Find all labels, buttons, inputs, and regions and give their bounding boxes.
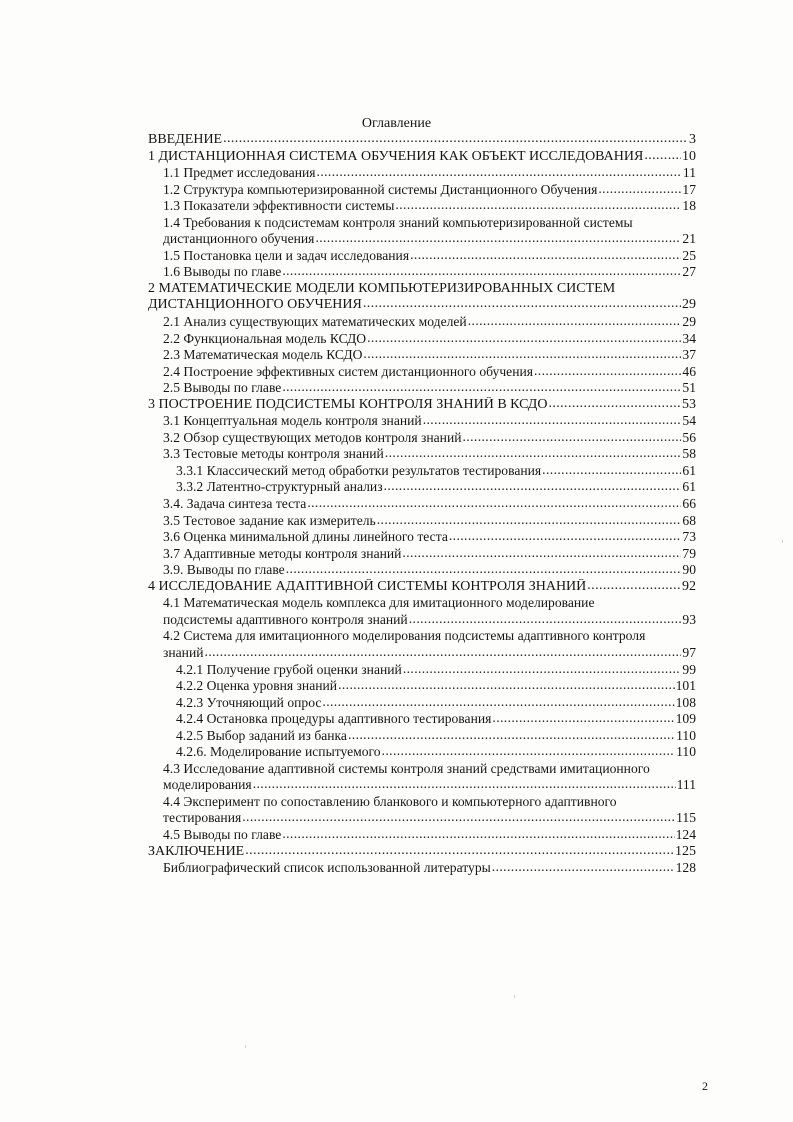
toc-entry-text: 3.1 Концептуальная модель контроля знаний: [163, 413, 422, 429]
toc-entry-text[interactable]: 4.1 Математическая модель комплекса для имитационного моделирование: [163, 595, 595, 611]
dot-leader: [338, 678, 675, 694]
toc-entry-text: 3 ПОСТРОЕНИЕ ПОДСИСТЕМЫ КОНТРОЛЯ ЗНАНИЙ В КСДО: [148, 396, 548, 412]
toc-entry-text: ВВЕДЕНИЕ: [148, 132, 223, 147]
toc-entry[interactable]: [148, 546, 696, 563]
toc-entry-page: 109: [675, 711, 696, 727]
dot-leader: [492, 711, 674, 727]
dot-leader: [282, 380, 681, 396]
toc-entry-text: 2.3 Математическая модель КСДО: [163, 347, 363, 363]
toc-entry-text-continued: тестирования: [163, 810, 242, 826]
toc-entry-text: 2.2 Функциональная модель КСДО: [163, 330, 367, 346]
dot-leader: [223, 132, 688, 148]
toc-entry[interactable]: [148, 579, 696, 596]
toc-entry-page: 108: [675, 694, 696, 710]
scan-artifact: [245, 1045, 246, 1048]
toc-entry[interactable]: [148, 165, 696, 182]
toc-entry-text-continued: ДИСТАНЦИОННОГО ОБУЧЕНИЯ: [148, 297, 362, 313]
toc-entry-page: 111: [676, 777, 696, 793]
toc-entry-page: 10: [682, 148, 696, 164]
toc-entry[interactable]: [148, 562, 696, 579]
dot-leader: [410, 248, 681, 264]
toc-entry-page: 92: [682, 578, 696, 594]
toc-entry[interactable]: [148, 612, 696, 629]
toc-entry-text-continued: дистанционного обучения: [163, 231, 315, 247]
toc-entry[interactable]: [148, 248, 696, 265]
toc-entry-page: 124: [675, 826, 696, 842]
toc-entry-text: 4.2.6. Моделирование испытуемого: [176, 744, 381, 760]
toc-entry[interactable]: [148, 182, 696, 199]
toc-entry-text[interactable]: 2 МАТЕМАТИЧЕСКИЕ МОДЕЛИ КОМПЬЮТЕРИЗИРОВАННЫХ СИСТЕМ: [148, 280, 616, 296]
toc-entry-page: 61: [682, 462, 696, 478]
toc-entry[interactable]: [148, 777, 696, 794]
toc-entry-text[interactable]: 4.2 Система для имитационного моделирования подсистемы адаптивного контроля: [163, 628, 646, 644]
toc-entry-text: 4 ИССЛЕДОВАНИЕ АДАПТИВНОЙ СИСТЕМЫ КОНТРОЛЯ ЗНАНИЙ: [148, 578, 587, 594]
toc-entry-text: 4.2.3 Уточняющий опрос: [176, 694, 322, 710]
dot-leader: [367, 331, 681, 347]
table-of-contents: [148, 132, 696, 877]
toc-entry-text: 4.2.1 Получение грубой оценки знаний: [176, 661, 402, 677]
toc-entry-page: 115: [676, 810, 696, 826]
toc-entry[interactable]: [148, 645, 696, 662]
toc-entry-text[interactable]: 4.4 Эксперимент по сопоставлению бланкового и компьютерного адаптивного: [163, 793, 617, 809]
toc-entry-page: 125: [675, 843, 696, 859]
toc-entry-text: 1.5 Постановка цели и задач исследования: [163, 247, 410, 263]
toc-entry-page: 29: [682, 297, 696, 313]
toc-entry-text: 3.4. Задача синтеза теста: [163, 496, 307, 512]
toc-entry[interactable]: [148, 149, 696, 166]
toc-entry-text: 4.2.4 Остановка процедуры адаптивного тестирования: [176, 711, 492, 727]
toc-entry[interactable]: [148, 397, 696, 414]
toc-entry-text: 3.2 Обзор существующих методов контроля знаний: [163, 429, 462, 445]
toc-entry[interactable]: [148, 513, 696, 530]
dot-leader: [363, 347, 681, 363]
toc-entry-page: 61: [682, 479, 696, 495]
toc-entry-text: 4.2.2 Оценка уровня знаний: [176, 678, 338, 694]
page-number: 2: [702, 1079, 708, 1093]
toc-entry[interactable]: [148, 380, 696, 397]
toc-entry-text: Библиографический список использованной литературы: [163, 860, 491, 876]
dot-leader: [253, 777, 676, 793]
dot-leader: [542, 463, 681, 479]
toc-entry[interactable]: [148, 413, 696, 430]
toc-entry[interactable]: [148, 728, 696, 745]
toc-entry-page: 29: [682, 314, 696, 330]
toc-entry-page: 73: [682, 529, 696, 545]
toc-entry[interactable]: [148, 496, 696, 513]
toc-entry-text: 3.9. Выводы по главе: [163, 562, 285, 578]
toc-entry-text: 3.3.2 Латентно-структурный анализ: [176, 479, 383, 495]
dot-leader: [315, 231, 681, 247]
dot-leader: [548, 397, 681, 413]
dot-leader: [286, 562, 682, 578]
toc-entry[interactable]: [148, 695, 696, 712]
toc-entry-text: 2.5 Выводы по главе: [163, 380, 282, 396]
scan-artifact: [782, 540, 783, 543]
toc-entry-page: 99: [682, 661, 696, 677]
toc-entry-text: 1.2 Структура компьютеризированной системы Дистанционного Обучения: [163, 181, 598, 197]
toc-entry-page: 3: [689, 132, 696, 147]
dot-leader: [587, 579, 681, 595]
toc-entry-page: 56: [682, 429, 696, 445]
toc-entry-page: 97: [682, 644, 696, 660]
dot-leader: [363, 297, 681, 313]
toc-entry-page: 54: [682, 413, 696, 429]
toc-entry-text: 1.6 Выводы по главе: [163, 264, 282, 280]
dot-leader: [384, 479, 682, 495]
toc-entry-page: 46: [682, 363, 696, 379]
scan-artifact: [514, 995, 515, 998]
toc-entry-text: 1.3 Показатели эффективности системы: [163, 198, 395, 214]
toc-entry-text: 2.4 Построение эффективных систем дистанционного обучения: [163, 363, 533, 379]
toc-entry[interactable]: [148, 347, 696, 364]
dot-leader: [242, 810, 675, 826]
toc-entry-text-continued: знаний: [163, 644, 204, 660]
toc-entry-page: 27: [682, 264, 696, 280]
toc-title: Оглавление: [361, 116, 432, 131]
dot-leader: [409, 612, 682, 628]
toc-entry-text: 3.5 Тестовое задание как измеритель: [163, 512, 376, 528]
dot-leader: [282, 264, 681, 280]
toc-entry-page: 128: [675, 860, 696, 876]
toc-entry[interactable]: [148, 529, 696, 546]
toc-entry-text[interactable]: 4.3 Исследование адаптивной системы контроля знаний средствами имитационного: [163, 760, 650, 776]
toc-entry[interactable]: [148, 860, 696, 877]
toc-entry-page: 68: [682, 512, 696, 528]
toc-entry-page: 110: [676, 727, 696, 743]
toc-entry-page: 110: [676, 744, 696, 760]
toc-entry-page: 37: [682, 347, 696, 363]
toc-entry[interactable]: [148, 678, 696, 695]
toc-entry-text-continued: подсистемы адаптивного контроля знаний: [163, 611, 408, 627]
toc-entry-page: 11: [682, 165, 696, 181]
toc-entry[interactable]: [148, 264, 696, 281]
toc-entry-text: 2.1 Анализ существующих математических моделей: [163, 314, 467, 330]
toc-entry[interactable]: [148, 430, 696, 447]
dot-leader: [317, 165, 682, 181]
toc-entry-text: 3.6 Оценка минимальной длины линейного теста: [163, 529, 448, 545]
toc-entry[interactable]: [148, 463, 696, 480]
toc-entry-page: 25: [682, 247, 696, 263]
toc-entry-text: 4.2.5 Выбор заданий из банка: [176, 727, 347, 743]
toc-entry[interactable]: [148, 364, 696, 381]
toc-entry-text: 3.7 Адаптивные методы контроля знаний: [163, 545, 402, 561]
dot-leader: [468, 314, 682, 330]
dot-leader: [402, 546, 681, 562]
toc-entry[interactable]: [148, 331, 696, 348]
toc-entry-text-continued: моделирования: [163, 777, 252, 793]
toc-entry-page: 93: [682, 611, 696, 627]
toc-entry-page: 17: [682, 181, 696, 197]
dot-leader: [382, 744, 676, 760]
toc-entry-text: 1.1 Предмет исследования: [163, 165, 316, 181]
dot-leader: [385, 446, 682, 462]
toc-entry-page: 101: [675, 678, 696, 694]
toc-entry[interactable]: [148, 446, 696, 463]
toc-entry[interactable]: [148, 314, 696, 331]
toc-entry[interactable]: [148, 810, 696, 827]
toc-entry-page: 79: [682, 545, 696, 561]
toc-entry[interactable]: [148, 198, 696, 215]
toc-entry-page: 21: [682, 231, 696, 247]
dot-leader: [205, 645, 682, 661]
dot-leader: [644, 149, 681, 165]
dot-leader: [423, 413, 682, 429]
dot-leader: [307, 496, 681, 512]
dot-leader: [492, 860, 675, 876]
toc-entry-page: 90: [682, 562, 696, 578]
toc-entry-text: 1 ДИСТАНЦИОННАЯ СИСТЕМА ОБУЧЕНИЯ КАК ОБЪЕКТ ИССЛЕДОВАНИЯ: [148, 148, 644, 164]
dot-leader: [377, 513, 682, 529]
toc-entry-page: 53: [682, 396, 696, 412]
dot-leader: [403, 662, 682, 678]
toc-entry[interactable]: [148, 744, 696, 761]
toc-entry-text[interactable]: 1.4 Требования к подсистемам контроля знаний компьютеризированной системы: [163, 214, 633, 230]
dot-leader: [463, 430, 682, 446]
dot-leader: [245, 844, 674, 860]
dot-leader: [449, 529, 682, 545]
toc-entry-page: 58: [682, 446, 696, 462]
dot-leader: [322, 695, 674, 711]
toc-entry-page: 18: [682, 198, 696, 214]
toc-entry-page: 51: [682, 380, 696, 396]
toc-entry-page: 66: [682, 496, 696, 512]
toc-entry-text: 4.5 Выводы по главе: [163, 826, 282, 842]
toc-entry-page: 34: [682, 330, 696, 346]
toc-entry[interactable]: [148, 231, 696, 248]
toc-entry[interactable]: [148, 711, 696, 728]
dot-leader: [348, 728, 675, 744]
dot-leader: [282, 827, 674, 843]
toc-entry[interactable]: [148, 844, 696, 861]
toc-entry-text: 3.3.1 Классический метод обработки результатов тестирования: [176, 462, 542, 478]
dot-leader: [598, 182, 681, 198]
toc-entry-text: 3.3 Тестовые методы контроля знаний: [163, 446, 384, 462]
toc-entry[interactable]: [148, 827, 696, 844]
dot-leader: [534, 364, 681, 380]
toc-entry[interactable]: [148, 479, 696, 496]
toc-entry[interactable]: [148, 132, 696, 149]
toc-entry[interactable]: [148, 297, 696, 314]
dot-leader: [395, 198, 681, 214]
toc-entry[interactable]: [148, 662, 696, 679]
toc-entry-text: ЗАКЛЮЧЕНИЕ: [148, 843, 245, 859]
